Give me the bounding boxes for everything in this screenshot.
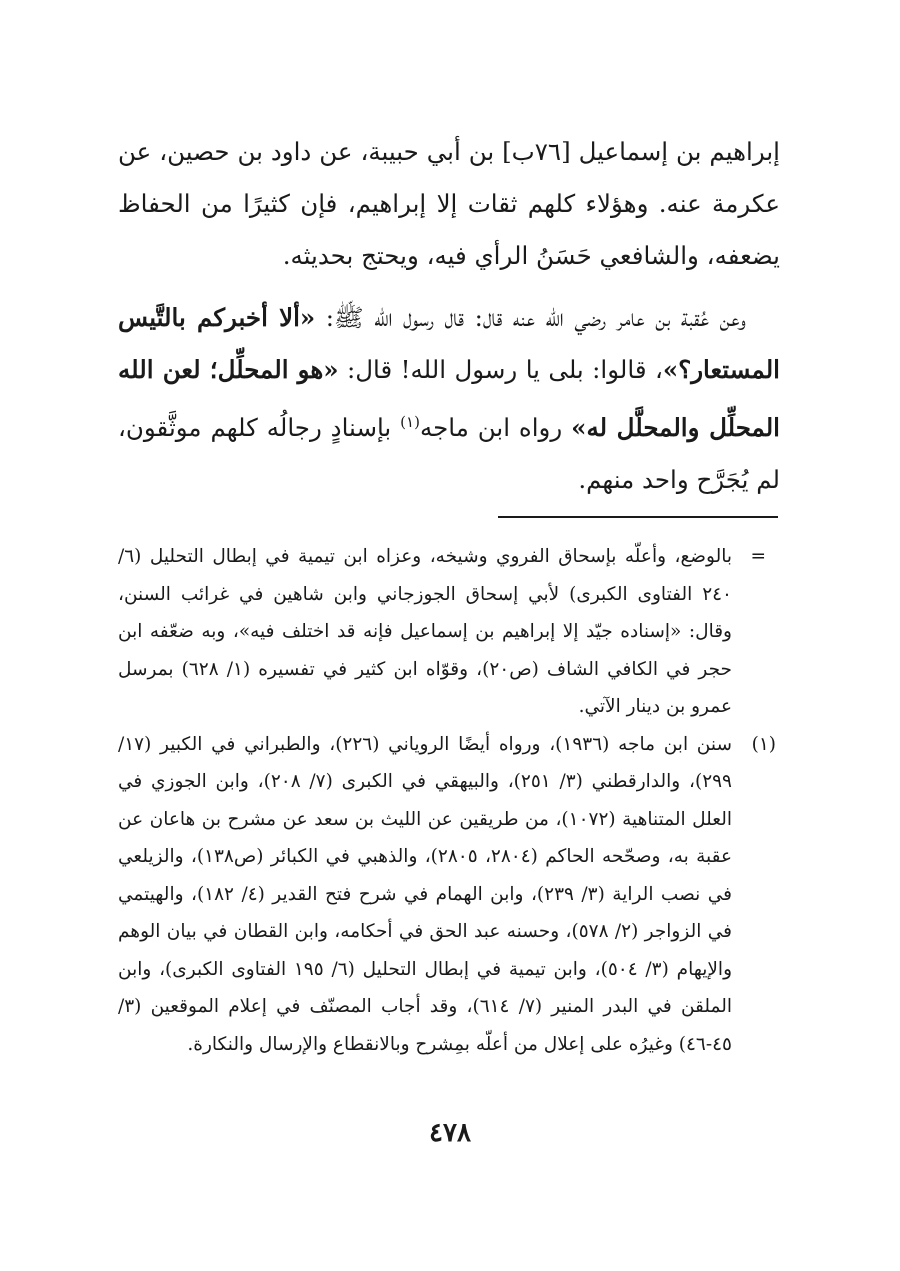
paragraph-2-text-3: رواه ابن ماجه (419, 413, 572, 443)
footnote-continued (118, 538, 780, 726)
paragraph-2-text-2: ، قالوا: بلى يا رسول الله! قال: (338, 355, 663, 384)
footnote-marker: = (750, 546, 766, 567)
page-number: ٤٧٨ (429, 1118, 471, 1148)
footnote-marker: (١) (751, 733, 776, 755)
hadith-quote-1: «ألا أخبركم بالتَّيس المستعار؟» (118, 303, 780, 384)
paragraph-1: إبراهيم بن إسماعيل [٧٦ب] بن أبي حبيبة، عن داود بن حصين، عن عكرمة عنه. وهؤلاء كلهم ثقات إلا إبراهيم، فإن كثيرًا من الحفاظ يضعفه، والشافعي حَسَنُ الرأي فيه، ويحتج بحديثه. (118, 137, 780, 270)
footnote-text: بالوضع، وأعلّه بإسحاق الفروي وشيخه، وعزاه ابن تيمية في إبطال التحليل (٦/ ٢٤٠ الفتاوى الكبرى) لأبي إسحاق الجوزجاني وابن شاهين في غرائب السنن، وقال: «إسناده جيّد إلا إبراهيم بن إسماعيل فإنه قد اختلف فيه»، وبه ضعّفه ابن حجر في الكافي الشاف (ص٢٠)، وقوّاه ابن كثير في تفسيره (١/ ٦٢٨) بمرسل عمرو بن دينار الآتي. (118, 546, 732, 717)
paragraph-2-text-4: بإسنادٍ رجالُه كلهم موثَّقون، لم يُجَرَّح واحد منهم. (118, 413, 780, 495)
footnote-divider (498, 516, 778, 518)
footnote-reference: (١) (400, 413, 420, 431)
footnote-text: سنن ابن ماجه (١٩٣٦)، ورواه أيضًا الروياني (٢٢٦)، والطبراني في الكبير (١٧/ ٢٩٩)، والدارقطني (٣/ ٢٥١)، والبيهقي في الكبرى (٧/ ٢٠٨)، وابن الجوزي في العلل المتناهية (١٠٧٢)، من طريقين عن الليث بن سعد عن مشرح بن هاعان عن عقبة به، وصحّحه الحاكم (٢٨٠٤، ٢٨٠٥)، والذهبي في الكبائر (ص١٣٨)، والزيلعي في نصب الراية (٣/ ٢٣٩)، وابن الهمام في شرح فتح القدير (٤/ ١٨٢)، والهيتمي في الزواجر (٢/ ٥٧٨)، وحسنه عبد الحق في أحكامه، وابن القطان في بيان الوهم والإيهام (٣/ ٥٠٤)، وابن تيمية في إبطال التحليل (٦/ ١٩٥ الفتاوى الكبرى)، وابن الملقن في البدر المنير (٧/ ٦١٤)، وقد أجاب المصنّف في إعلام الموقعين (٣/ ٤٥-٤٦) وغيرُه على إعلال من أعلّه بمِشرح وبالانقطاع والإرسال والنكارة. (118, 733, 733, 1055)
paragraph-2 (118, 292, 780, 506)
main-text (118, 126, 780, 506)
footnotes (118, 538, 780, 1063)
paragraph-2-text-1: وعن عُقبة بن عامر رضي الله عنه قال: قال رسول الله ﷺ: (315, 303, 746, 332)
footnote-1 (118, 726, 780, 1064)
hadith-quote-2: «هو المحلِّل؛ لعن الله المحلِّل والمحلَّل له» (118, 355, 780, 443)
